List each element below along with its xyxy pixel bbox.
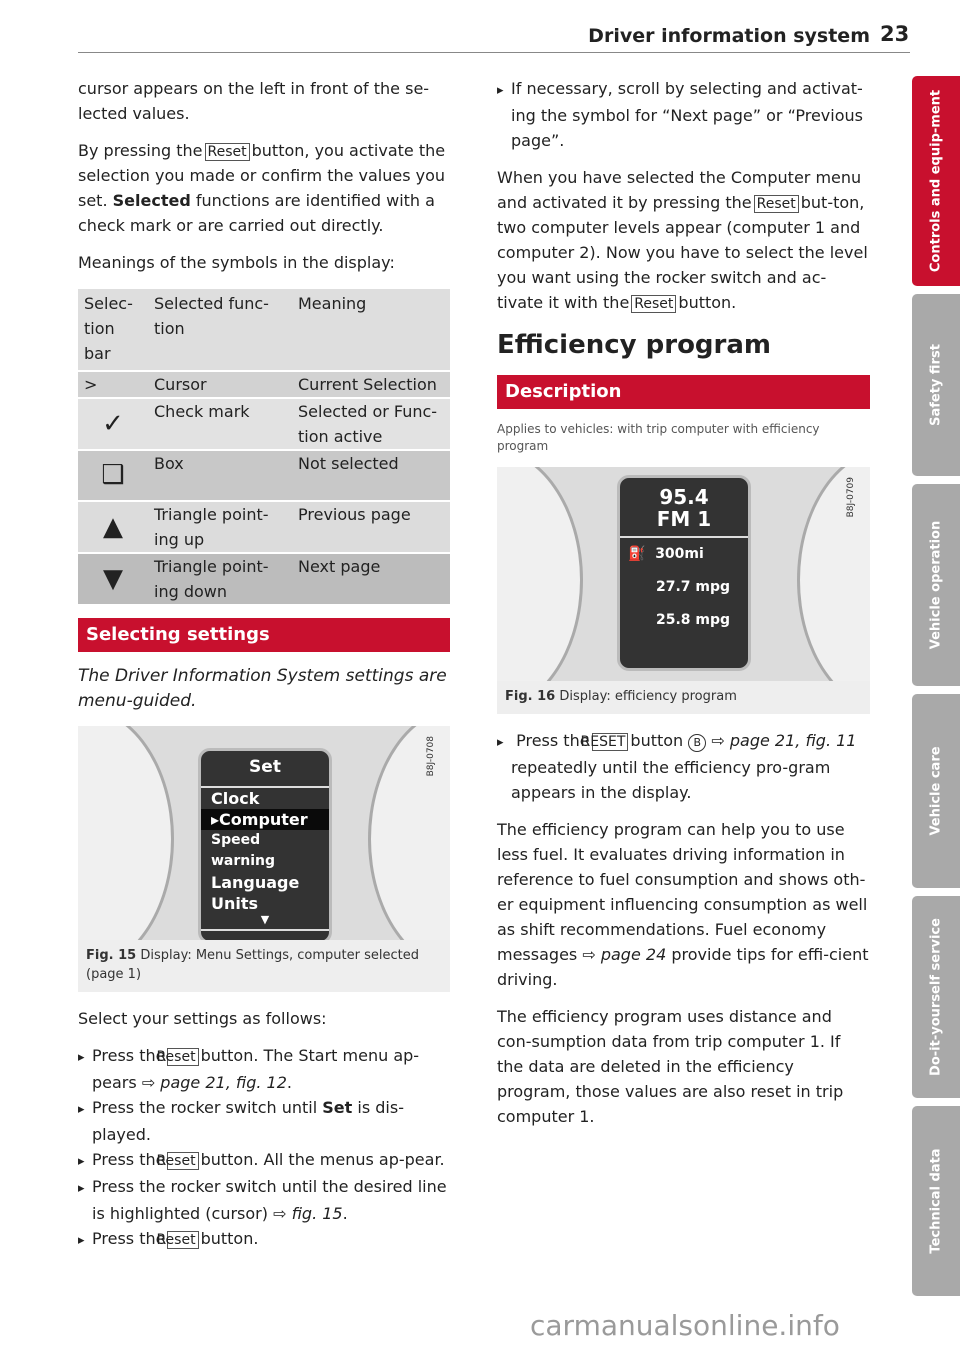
box-icon: ❑ [78, 450, 148, 501]
table-cell: Cursor [148, 371, 292, 398]
callout-b: B [688, 734, 706, 752]
table-header-row [78, 288, 450, 371]
page-ref-link[interactable]: ⇨ page 21, fig. 11 [711, 731, 857, 750]
menu-item-back [201, 929, 329, 940]
triangle-up-icon: ▲ [78, 501, 148, 553]
table-row [78, 398, 450, 450]
page-ref-link[interactable]: ⇨ page 24 [582, 945, 667, 964]
tab-safety-first[interactable]: Safety first [912, 294, 960, 476]
menu-item-units: Units [211, 894, 259, 913]
table-cell: Not selected [292, 450, 450, 501]
reset-key: Reset [205, 143, 250, 161]
table-row [78, 553, 450, 604]
left-gauge [497, 467, 583, 681]
left-column [78, 76, 450, 1253]
heading-efficiency-program: Efficiency program [497, 330, 772, 360]
menu-item-clock: Clock [211, 789, 260, 808]
left-gauge [78, 726, 174, 940]
meanings-text: Meanings of the symbols in the display: [78, 253, 395, 272]
table-header: Selec-tion bar [78, 288, 148, 371]
page-ref-link[interactable]: ⇨ page 21, fig. 12 [141, 1073, 287, 1092]
computer-paragraph: When you have selected the Computer menu and activated it by pressing the Reset but-ton, two computer levels appear (computer 1 and computer 2). Now you have to select the level you want using the rocker switch and ac-tivate it with the Reset button. [497, 168, 868, 312]
table-row [78, 450, 450, 501]
intro-text: cursor appears on the left in front of the se-lected values. [78, 79, 430, 123]
efficiency-display-image [497, 467, 870, 681]
menu-item-speed-warning: Speed warning [211, 832, 276, 869]
step-2: ▸ Press the rocker switch until Set is dis-played. [78, 1095, 450, 1147]
right-column [497, 76, 870, 1141]
tab-controls-and-equipment[interactable]: Controls and equip-ment [912, 76, 960, 286]
figure-caption: Fig. 15 Display: Menu Settings, computer selected (page 1) [86, 948, 419, 982]
table-header: Meaning [292, 288, 450, 371]
figure-16 [497, 467, 870, 714]
applies-to: Applies to vehicles: with trip computer with efficiency program [497, 422, 820, 453]
table-header: Selected func-tion [148, 288, 292, 371]
reset-key: Reset [754, 195, 799, 213]
consumption-readout: 27.7 mpg [656, 579, 731, 595]
cursor-symbol: > [78, 371, 148, 398]
figure-caption: Fig. 16 Display: efficiency program [505, 689, 737, 704]
radio-display: 95.4 FM 1 [620, 478, 748, 538]
page-number: 23 [880, 22, 910, 46]
table-cell: Current Selection [292, 371, 450, 398]
fuel-icon: ⛽ [628, 546, 646, 562]
step-1: ▸ Press theReset button. The Start menu ap-pears ⇨ page 21, fig. 12. [78, 1043, 450, 1095]
figure-15 [78, 726, 450, 992]
scroll-down-icon: ▼ [260, 913, 270, 926]
watermark: carmanualsonline.info [530, 1309, 840, 1342]
efficiency-paragraph-1: The efficiency program can help you to use less fuel. It evaluates driving information in reference to fuel consumption and shows oth-er equipment influencing consumption as well as shift recommendations. Fuel economy messages ⇨ page 24 provide tips for effi-cient driving. [497, 820, 869, 989]
follow-text: Select your settings as follows: [78, 1009, 327, 1028]
reset-step: ▸ Press theRESET button B ⇨ page 21, fig. 11 repeatedly until the efficiency pro-gram appears in the display. [497, 728, 870, 805]
step-4: ▸ Press the rocker switch until the desired line is highlighted (cursor) ⇨ fig. 15. [78, 1174, 450, 1226]
triangle-down-icon: ▼ [78, 553, 148, 604]
running-header: Driver information system [588, 25, 870, 47]
table-cell: Box [148, 450, 292, 501]
section-intro: The Driver Information System settings are menu-guided. [78, 666, 447, 711]
tab-technical-data[interactable]: Technical data [912, 1106, 960, 1296]
table-row [78, 371, 450, 398]
reset-key: Reset [167, 1231, 198, 1249]
table-cell: Triangle point-ing down [148, 553, 292, 604]
table-row [78, 501, 450, 553]
figure-code: B8J-0708 [426, 736, 436, 777]
table-cell: Check mark [148, 398, 292, 450]
step-3: ▸ Press theReset button. All the menus ap-pear. [78, 1147, 450, 1174]
reset-paragraph: By pressing the Reset button, you activate the selection you made or confirm the values you set. Selected functions are identified with a check mark or are carried out directly. [78, 141, 446, 235]
table-cell: Triangle point-ing up [148, 501, 292, 553]
figure-ref-link[interactable]: ⇨ fig. 15 [273, 1204, 343, 1223]
table-cell: Next page [292, 553, 450, 604]
table-cell: Selected or Func-tion active [292, 398, 450, 450]
tab-vehicle-operation[interactable]: Vehicle operation [912, 484, 960, 686]
table-cell: Previous page [292, 501, 450, 553]
menu-item-language: Language [211, 873, 300, 892]
section-title-selecting-settings: Selecting settings [78, 618, 450, 652]
step-5: ▸ Press theReset button. [78, 1226, 450, 1253]
header-rule [78, 52, 910, 53]
menu-title: Set [201, 751, 329, 788]
menu-item-computer: ▸Computer [201, 809, 329, 830]
symbol-table [78, 287, 450, 604]
scroll-step: ▸ If necessary, scroll by selecting and activat-ing the symbol for “Next page” or “Previous page”. [497, 76, 870, 153]
range-readout: ⛽ 300mi [628, 546, 704, 562]
tab-vehicle-care[interactable]: Vehicle care [912, 694, 960, 888]
menu-screen [198, 748, 332, 940]
check-mark-icon: ✓ [78, 398, 148, 450]
reset-key: Reset [167, 1048, 198, 1066]
tab-do-it-yourself-service[interactable]: Do-it-yourself service [912, 896, 960, 1098]
section-title-description: Description [497, 375, 870, 409]
average-readout: 25.8 mpg [656, 612, 731, 628]
figure-code: B8J-0709 [846, 477, 856, 518]
reset-key: Reset [167, 1152, 198, 1170]
menu-display-image [78, 726, 450, 940]
efficiency-paragraph-2: The efficiency program uses distance and con-sumption data from trip computer 1. If the data are deleted in the efficiency program, those values are also reset in trip computer 1. [497, 1007, 844, 1126]
efficiency-screen [617, 475, 751, 671]
reset-key: Reset [631, 295, 676, 313]
reset-key: RESET [592, 733, 629, 751]
